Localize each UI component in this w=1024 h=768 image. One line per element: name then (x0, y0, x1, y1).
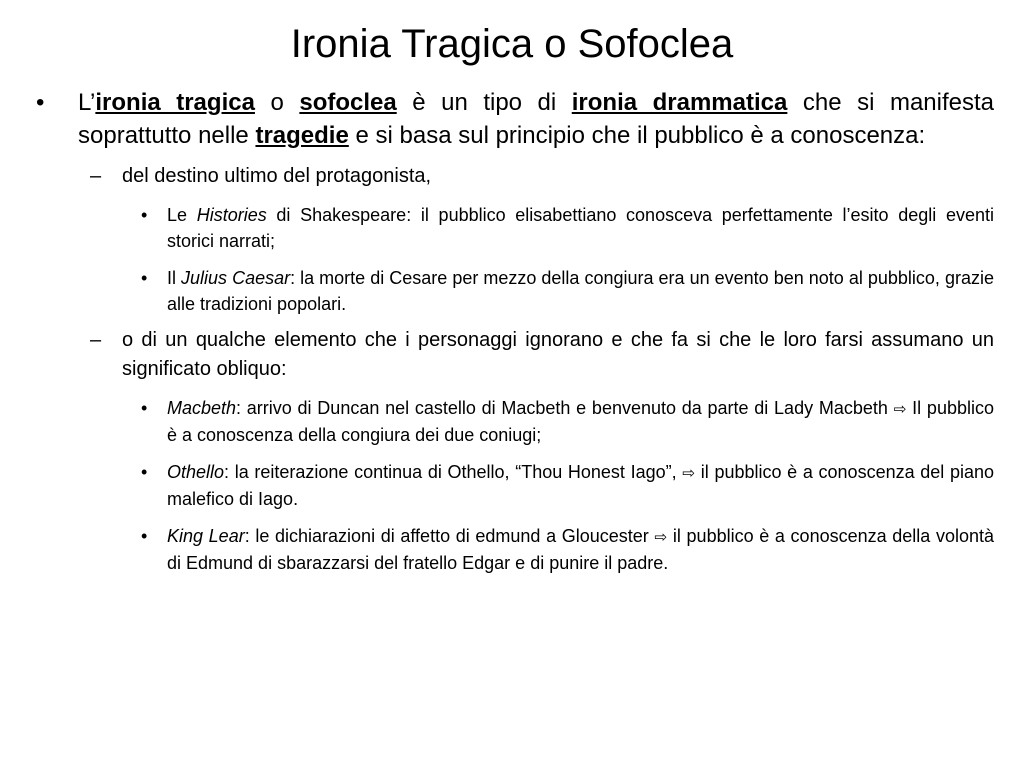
slide-content (0, 86, 1024, 576)
example-othello-pre: : la reiterazione continua di Othello, “Thou Honest Iago”, (224, 462, 683, 482)
dash-icon: – (90, 165, 102, 187)
example-othello (141, 459, 994, 512)
intro-mid2: che si manifesta soprattutto nelle (78, 89, 995, 149)
example-julius-caesar (141, 265, 994, 317)
term-ironia-tragica: ironia tragica (95, 89, 255, 116)
example-king-lear (141, 523, 994, 576)
work-title-macbeth: Macbeth (167, 398, 237, 418)
point-elemento-text: o di un qualche elemento che i personaggi ignorano e che fa si che le loro farsi assumano un significato obliquo: (122, 329, 994, 380)
intro-prefix: L’ (78, 89, 96, 116)
arrow-right-icon: ⇨ (682, 464, 696, 482)
point-destino (90, 162, 994, 191)
work-title-julius-caesar: Julius Caesar (181, 268, 291, 288)
example-histories-pre: Le (167, 205, 197, 225)
example-king-lear-post: il pubblico è a conoscenza della volontà di Edmund di sbarazzarsi del fratello Edgar e di punire il padre. (167, 526, 994, 573)
work-title-othello: Othello (167, 462, 225, 482)
work-title-histories: Histories (196, 205, 267, 225)
point-destino-text: del destino ultimo del protagonista, (122, 165, 432, 187)
term-ironia-drammatica: ironia drammatica (571, 89, 788, 116)
example-macbeth-post: Il pubblico è a conoscenza della congiura dei due coniugi; (167, 398, 994, 445)
example-king-lear-pre: : le dichiarazioni di affetto di edmund a Gloucester (244, 526, 655, 546)
example-othello-post: il pubblico è a conoscenza del piano malefico di Iago. (167, 462, 994, 509)
arrow-right-icon: ⇨ (893, 400, 907, 418)
intro-conj: o (254, 89, 300, 116)
work-title-king-lear: King Lear (167, 526, 245, 546)
term-tragedie: tragedie (255, 122, 349, 149)
point-elemento (90, 326, 994, 384)
slide-title: Ironia Tragica o Sofoclea (290, 22, 734, 66)
dash-icon: – (90, 329, 102, 351)
arrow-right-icon: ⇨ (654, 528, 668, 546)
example-histories-post: di Shakespeare: il pubblico elisabettiano conosceva perfettamente l’esito degli eventi storici narrati; (167, 205, 994, 251)
example-macbeth-pre: : arrivo di Duncan nel castello di Macbeth e benvenuto da parte di Lady Macbeth (236, 398, 894, 418)
example-histories (141, 202, 994, 254)
bullet-dot-icon: • (141, 398, 148, 418)
bullet-dot-icon: • (141, 526, 148, 546)
intro-mid3: e si basa sul principio che il pubblico è a conoscenza: (348, 122, 926, 149)
term-sofoclea: sofoclea (299, 89, 397, 116)
bullet-dot-icon: • (141, 205, 148, 225)
bullet-dot-icon: • (141, 268, 148, 288)
bullet-dot-icon: • (141, 462, 148, 482)
intro-bullet (36, 86, 995, 152)
example-julius-caesar-pre: Il (167, 268, 182, 288)
example-julius-caesar-post: : la morte di Cesare per mezzo della congiura era un evento ben noto al pubblico, grazie alle tradizioni popolari. (167, 268, 994, 314)
example-macbeth (141, 395, 994, 448)
intro-mid1: è un tipo di (396, 89, 572, 116)
bullet-dot-icon: • (36, 89, 45, 116)
